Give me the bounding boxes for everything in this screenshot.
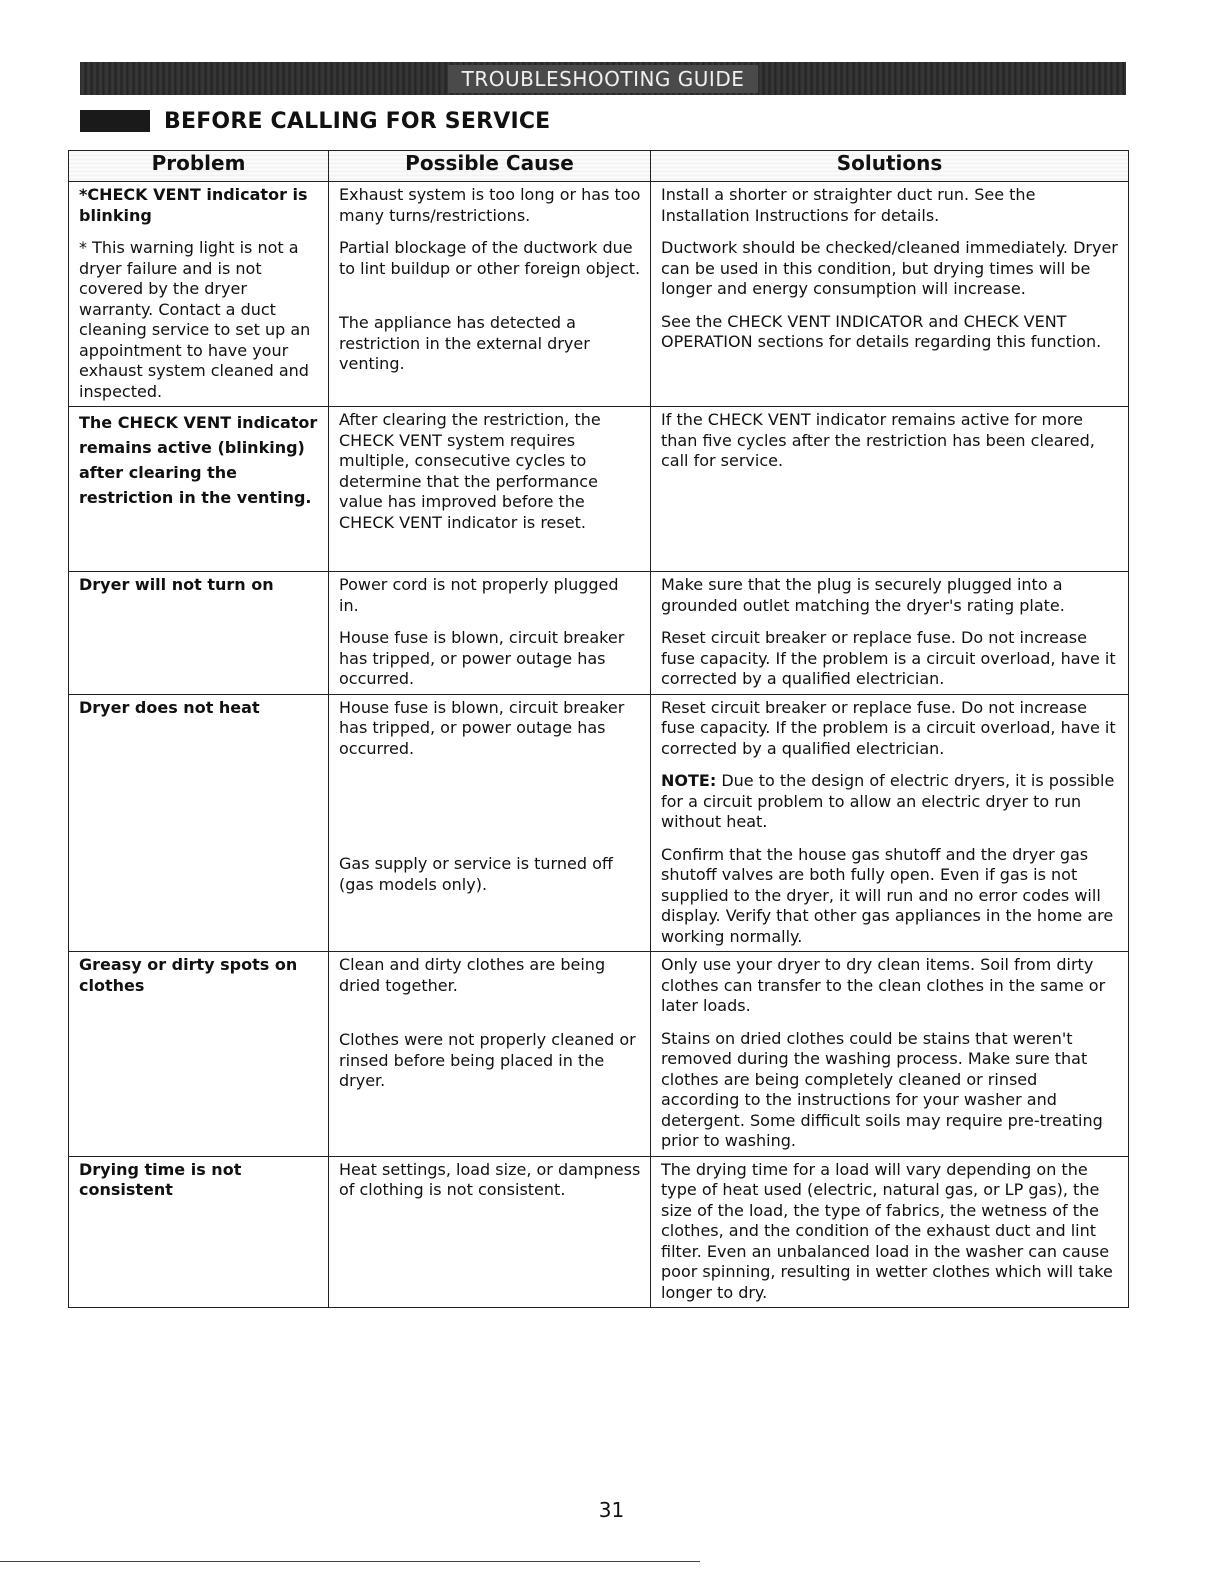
problem-cell: [69, 572, 329, 695]
table-header-row: [69, 151, 1129, 182]
problem-cell: [69, 952, 329, 1157]
solution-text: Confirm that the house gas shutoff and the dryer gas shutoff valves are both fully open. Even if gas is not supplied to the dryer, it will run and no error codes will display. Verify that other gas appliances in the home are working normally.: [661, 844, 1114, 946]
cause-cell: [329, 572, 651, 695]
problem-title: Dryer does not heat: [79, 697, 260, 717]
solution-text: See the CHECK VENT INDICATOR and CHECK VENT OPERATION sections for details regarding this function.: [661, 311, 1102, 351]
cause-cell: [329, 952, 651, 1157]
problem-title: Greasy or dirty spots on clothes: [79, 955, 298, 995]
heading-marker: [80, 110, 150, 132]
solution-cell: [651, 407, 1129, 572]
problem-cell: [69, 407, 329, 572]
cause-text: Heat settings, load size, or dampness of clothing is not consistent.: [339, 1159, 641, 1199]
header-problem: Problem: [69, 151, 329, 182]
note-text: Due to the design of electric dryers, it is possible for a circuit problem to allow an electric dryer to run without heat.: [661, 771, 1115, 831]
table-row: [69, 1156, 1129, 1308]
solution-text: Install a shorter or straighter duct run. See the Installation Instructions for details.: [661, 185, 1036, 225]
header-cause: Possible Cause: [329, 151, 651, 182]
cause-text: Power cord is not properly plugged in.: [339, 575, 619, 615]
solution-text: Make sure that the plug is securely plugged into a grounded outlet matching the dryer's rating plate.: [661, 575, 1065, 615]
bottom-rule: [0, 1561, 700, 1562]
problem-cell: [69, 182, 329, 407]
cause-cell: [329, 182, 651, 407]
table-row: [69, 407, 1129, 572]
cause-text: House fuse is blown, circuit breaker has tripped, or power outage has occurred.: [339, 697, 625, 758]
cause-cell: [329, 1156, 651, 1308]
cause-text: The appliance has detected a restriction in the external dryer venting.: [339, 313, 590, 373]
problem-title: The CHECK VENT indicator remains active (blinking) after clearing the restriction in the venting.: [79, 413, 318, 507]
section-heading: [80, 106, 550, 136]
banner-title: TROUBLESHOOTING GUIDE: [448, 65, 759, 93]
cause-text: After clearing the restriction, the CHECK VENT system requires multiple, consecutive cycles to determine that the performance value has improved before the CHECK VENT indicator is reset.: [339, 410, 601, 532]
table-row: [69, 182, 1129, 407]
table-row: [69, 694, 1129, 952]
cause-text: Partial blockage of the ductwork due to lint buildup or other foreign object.: [339, 238, 641, 278]
cause-text: Gas supply or service is turned off (gas models only).: [339, 854, 613, 894]
problem-title: Drying time is not consistent: [79, 1159, 242, 1199]
table-row: [69, 952, 1129, 1157]
cause-text: Clean and dirty clothes are being dried together.: [339, 955, 606, 995]
solution-text: The drying time for a load will vary depending on the type of heat used (electric, natural gas, or LP gas), the size of the load, the type of fabrics, the wetness of the clothes, and the condition of the exhaust duct and lint filter. Even an unbalanced load in the washer can cause poor spinning, resulting in wetter clothes which will take longer to dry.: [661, 1159, 1113, 1302]
cause-text: Clothes were not properly cleaned or rinsed before being placed in the dryer.: [339, 1030, 636, 1090]
cause-text: House fuse is blown, circuit breaker has tripped, or power outage has occurred.: [339, 628, 625, 688]
section-title: BEFORE CALLING FOR SERVICE: [164, 108, 551, 134]
solution-text: Stains on dried clothes could be stains that weren't removed during the washing process. Make sure that clothes are being completely cleaned or rinsed according to the instructions for your washer and detergent. Some difficult soils may require pre-treating prior to washing.: [661, 1028, 1103, 1150]
solution-cell: [651, 952, 1129, 1157]
cause-text: Exhaust system is too long or has too many turns/restrictions.: [339, 185, 641, 225]
solution-cell: [651, 182, 1129, 407]
problem-title: *CHECK VENT indicator is blinking: [79, 185, 308, 225]
table-row: [69, 572, 1129, 695]
note-paragraph: [661, 771, 1120, 833]
note-label: NOTE:: [661, 771, 717, 790]
solution-cell: [651, 1156, 1129, 1308]
problem-cell: [69, 694, 329, 952]
page-number: 31: [598, 1498, 625, 1522]
solution-cell: [651, 572, 1129, 695]
solution-text: Reset circuit breaker or replace fuse. Do not increase fuse capacity. If the problem is a circuit overload, have it corrected by a qualified electrician.: [661, 628, 1116, 688]
header-solutions: Solutions: [651, 151, 1129, 182]
problem-cell: [69, 1156, 329, 1308]
cause-cell: [329, 694, 651, 952]
problem-note: * This warning light is not a dryer failure and is not covered by the dryer warranty. Contact a duct cleaning service to set up an appointment to have your exhaust system cleaned and inspected.: [79, 238, 311, 401]
troubleshooting-table: [68, 150, 1129, 1308]
section-banner: [80, 62, 1126, 95]
solution-cell: [651, 694, 1129, 952]
problem-title: Dryer will not turn on: [79, 575, 274, 594]
solution-text: If the CHECK VENT indicator remains active for more than five cycles after the restriction has been cleared, call for service.: [661, 410, 1095, 470]
solution-text: Ductwork should be checked/cleaned immediately. Dryer can be used in this condition, but drying times will be longer and energy consumption will increase.: [661, 238, 1118, 298]
solution-text: Reset circuit breaker or replace fuse. Do not increase fuse capacity. If the problem is a circuit overload, have it corrected by a qualified electrician.: [661, 697, 1116, 758]
cause-cell: [329, 407, 651, 572]
solution-text: Only use your dryer to dry clean items. Soil from dirty clothes can transfer to the clean clothes in the same or later loads.: [661, 955, 1106, 1015]
